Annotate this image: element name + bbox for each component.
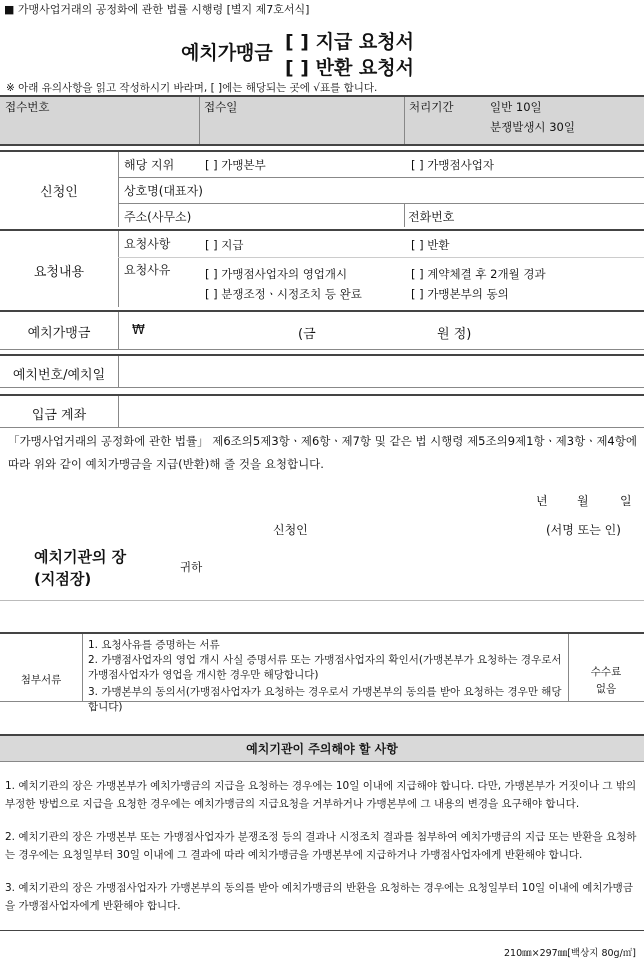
signature-field[interactable]: (서명 또는 인) [546, 523, 621, 537]
attachments-section [0, 632, 644, 713]
attachment-item-2: 2. 가맹점사업자의 영업 개시 사실 증명서류 또는 가맹점사업자의 확인서(가맹본부가 요청하는 경우로서 가맹점사업자가 영업을 개시한 경우만 해당합니다) [88, 654, 562, 681]
receipt-date-label: 접수일 [204, 100, 238, 114]
date-day: 일 [620, 494, 632, 508]
account-row [0, 394, 644, 428]
attachment-item-3: 3. 가맹본부의 동의서(가맹점사업자가 요청하는 경우로서 가맹본부의 동의를 받아 요청하는 경우만 해당합니다) [88, 686, 562, 713]
deposit-number-label: 예치번호/예치일 [12, 368, 106, 383]
title-option-payment[interactable]: [ ] 지급 요청서 [285, 31, 414, 53]
attachment-item-1: 1. 요청사유를 증명하는 서류 [88, 639, 220, 651]
reason-opening-checkbox[interactable]: [ ] 가맹점사업자의 영업개시 [205, 267, 348, 281]
declaration-text: 「가맹사업거래의 공정화에 관한 법률」 제6조의5제3항ㆍ제6항ㆍ제7항 및 같은 법 시행령 제5조의9제1항ㆍ제3항ㆍ제4항에 따라 위와 같이 예치가맹금을 지급(반환)해 줄 것을 요청합니다. [8, 434, 637, 471]
currency-symbol: ₩ [132, 323, 145, 338]
fee-label: 수수료 [590, 666, 622, 678]
date-month: 월 [577, 494, 589, 508]
reason-two-months-checkbox[interactable]: [ ] 계약체결 후 2개월 경과 [411, 267, 546, 281]
instruction-note: ※ 아래 유의사항을 읽고 작성하시기 바라며, [ ]에는 해당되는 곳에 √표를 합니다. [6, 82, 378, 94]
processing-period-label: 처리기간 [409, 100, 454, 114]
bottom-rule [0, 930, 644, 931]
attachments-label: 첨부서류 [20, 674, 62, 686]
request-reason-label: 요청사유 [124, 263, 171, 277]
law-reference: ■ 가맹사업거래의 공정화에 관한 법률 시행령 [별지 제7호서식] [4, 3, 310, 16]
caution-item-2: 2. 예치기관의 장은 가맹본부 또는 가맹점사업자가 분쟁조정 등의 결과나 시정조치 결과를 첨부하여 예치가맹금의 지급 또는 반환을 요청하는 경우에는 요청일부터 30일 이내에 그 결과에 따라 예치가맹금을 가맹본부에 지급하거나 가맹점사업자에게 반환해야 합니다. [5, 831, 637, 861]
cautions-title: 예치기관이 주의해야 할 사항 [0, 734, 644, 762]
caution-item-3: 3. 예치기관의 장은 가맹점사업자가 가맹본부의 동의를 받아 예치가맹금의 반환을 요청하는 경우에는 요청일부터 10일 이내에 예치가맹금을 가맹점사업자에게 반환해야 합니다. [5, 882, 633, 912]
receipt-number-label: 접수번호 [5, 100, 50, 114]
recipient-name: 예치기관의 장 [34, 548, 127, 566]
caution-item-1: 1. 예치기관의 장은 가맹본부가 예치가맹금의 지급을 요청하는 경우에는 10일 이내에 지급해야 합니다. 다만, 가맹본부가 거짓이나 그 밖의 부정한 방법으로 지급을 요청한 경우에는 예치가맹금의 지급요청을 거부하거나 가맹본부에 그 내용의 변경을 요구해야 합니다. [5, 780, 637, 810]
deposit-number-row [0, 354, 644, 388]
request-return-checkbox[interactable]: [ ] 반환 [411, 238, 450, 252]
processing-period-normal: 일반 10일 [490, 100, 542, 114]
recipient-branch: (지점장) [34, 570, 92, 588]
deposit-amount-label: 예치가맹금 [27, 326, 91, 341]
company-label: 상호명(대표자) [124, 184, 203, 198]
account-label: 입금 계좌 [31, 408, 87, 423]
address-label: 주소(사무소) [124, 210, 192, 224]
applicant-section [0, 150, 644, 227]
phone-label: 전화번호 [408, 210, 455, 224]
amount-close: 원 정) [437, 327, 472, 342]
date-year: 년 [536, 494, 548, 508]
applicant-label: 신청인 [40, 185, 78, 200]
request-label: 요청내용 [33, 265, 85, 280]
receipt-bar [0, 95, 644, 146]
role-franchisee-checkbox[interactable]: [ ] 가맹점사업자 [411, 158, 494, 172]
form-title: 예치가맹금 [181, 42, 273, 64]
request-item-label: 요청사항 [124, 237, 171, 251]
amount-open: (금 [298, 327, 316, 342]
deposit-amount-row [0, 310, 644, 350]
request-section [0, 229, 644, 307]
reason-dispute-checkbox[interactable]: [ ] 분쟁조정ㆍ시정조치 등 완료 [205, 287, 362, 301]
divider [0, 600, 644, 601]
paper-size: 210㎜×297㎜[백상지 80g/㎡] [503, 948, 636, 959]
processing-period-dispute: 분쟁발생시 30일 [490, 120, 575, 134]
fee-value: 없음 [595, 683, 617, 695]
reason-consent-checkbox[interactable]: [ ] 가맹본부의 동의 [411, 287, 509, 301]
honorific: 귀하 [180, 560, 203, 574]
request-payment-checkbox[interactable]: [ ] 지급 [205, 238, 244, 252]
title-option-return[interactable]: [ ] 반환 요청서 [285, 57, 414, 79]
applicant-sign-label: 신청인 [273, 523, 308, 537]
role-franchisor-checkbox[interactable]: [ ] 가맹본부 [205, 158, 266, 172]
role-label: 해당 지위 [124, 158, 175, 172]
